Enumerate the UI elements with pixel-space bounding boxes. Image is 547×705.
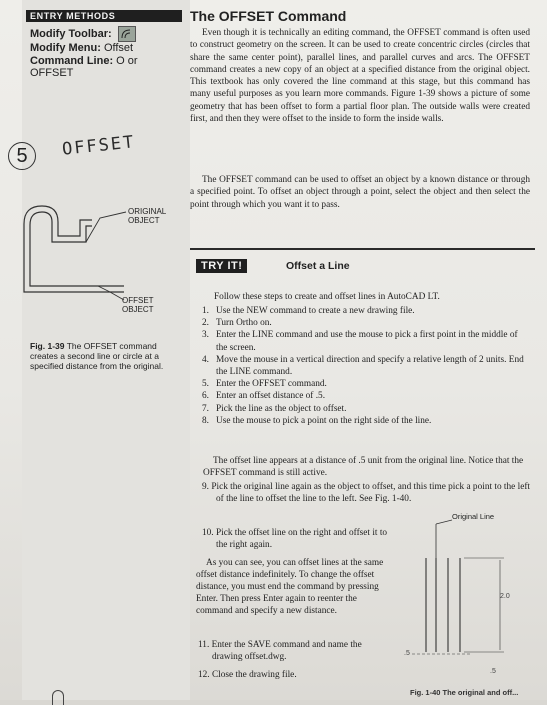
label-offset-object: OFFSET OBJECT xyxy=(122,296,154,314)
figure-1-40-caption: Fig. 1-40 The original and off... xyxy=(410,688,519,697)
offset-note-paragraph: The offset line appears at a distance of .5 unit from the original line. Notice that the OFFSET command is still active. xyxy=(203,456,524,479)
entry-method-toolbar: Modify Toolbar: xyxy=(30,26,180,42)
try-it-title: Offset a Line xyxy=(286,260,350,272)
step-item-12: 12. Close the drawing file. xyxy=(198,670,297,680)
floor-plan-figure xyxy=(14,196,134,316)
original-leader-line xyxy=(86,212,126,242)
handwritten-annotation: OFFSET xyxy=(61,132,137,160)
dimension-offset-left-label: .5 xyxy=(404,650,410,657)
figure-1-39-caption: Fig. 1-39 The OFFSET command creates a second line or circle at a specified distance from the original. xyxy=(30,341,164,371)
label-original-object: ORIGINAL OBJECT xyxy=(128,207,167,225)
step-item: 1. Use the NEW command to create a new drawing file. xyxy=(202,306,415,316)
body-paragraph-1: Even though it is technically an editing command, the OFFSET command is often used to construct geometry on the screen. It can be used to create concentric circles (circles that share the same center point), parallel lines, and parallel curves and arcs. The OFFSET command creates a new copy of an object at a specified distance from the original object. This textbook has only covered the line command at this stage, but this command has many useful purposes as you learn more commands. Figure 1-39 shows a picture of some geometry that has been offset to form a partial floor plan. The outside walls were created first, and then they were offset to the inside to form the inside walls. xyxy=(190,28,530,125)
entry-method-command-line: Command Line: O or xyxy=(30,54,138,67)
offset-distance-paragraph: As you can see, you can offset lines at the same offset distance indefinitely. To change the offset distance, you must end the command by pressing Enter. Then press Enter again to reenter the command and specify a new distance. xyxy=(196,558,384,616)
step-item: 2. Turn Ortho on. xyxy=(202,318,272,329)
entry-methods-list xyxy=(30,26,180,80)
step-item: 4. Move the mouse in a vertical direction and specify a relative length of 2 units. End the LINE command. xyxy=(202,354,524,378)
dimension-offset-right-label: .5 xyxy=(490,668,496,675)
outer-wall-line xyxy=(24,206,92,236)
offset-lines-figure xyxy=(392,512,542,690)
entry-method-menu: Modify Menu: Offset xyxy=(30,42,134,54)
dimension-length-label: 2.0 xyxy=(500,593,510,600)
original-line-label: Original Line xyxy=(452,512,495,521)
outer-wall-bottom-line xyxy=(24,224,124,292)
offset-leader-line xyxy=(98,286,124,300)
try-it-intro: Follow these steps to create and offset lines in AutoCAD LT. xyxy=(214,292,440,302)
handwritten-step-number: 5 xyxy=(8,142,36,170)
step-item: 8. Use the mouse to pick a point on the right side of the line. xyxy=(202,415,432,426)
entry-method-command-alias: OFFSET xyxy=(30,67,74,79)
try-it-steps-list xyxy=(200,305,530,427)
original-leader-tail xyxy=(436,520,452,524)
step-item-9: 9. Pick the original line again as the object to offset, and this time pick a point to the left of the line to offset the line to the left. See Fig. 1-40. xyxy=(202,482,530,504)
section-title: The OFFSET Command xyxy=(190,8,347,24)
inner-wall-line xyxy=(30,212,92,242)
body-paragraph-2: The OFFSET command can be used to offset an object by a known distance or through a specified point. To offset an object through a point, select the object and then select the point through which you want it to pass. xyxy=(190,175,530,210)
step-item: 7. Pick the line as the object to offset. xyxy=(202,403,347,414)
entry-methods-header: ENTRY METHODS xyxy=(26,10,182,22)
page-edge-mark xyxy=(52,690,64,705)
step-item-11: 11. Enter the SAVE command and name the drawing offset.dwg. xyxy=(198,640,362,662)
step-item: 5. Enter the OFFSET command. xyxy=(202,379,327,390)
try-it-badge: TRY IT! xyxy=(196,259,247,273)
step-item: 3. Enter the LINE command and use the mouse to pick a first point in the middle of the screen. xyxy=(202,330,518,353)
step-item: 6. Enter an offset distance of .5. xyxy=(202,391,326,402)
offset-toolbar-icon xyxy=(118,26,136,42)
step-item-10: 10. Pick the offset line on the right and offset it to the right again. xyxy=(202,528,388,550)
section-divider xyxy=(190,248,535,250)
inner-wall-bottom-line xyxy=(30,225,124,286)
